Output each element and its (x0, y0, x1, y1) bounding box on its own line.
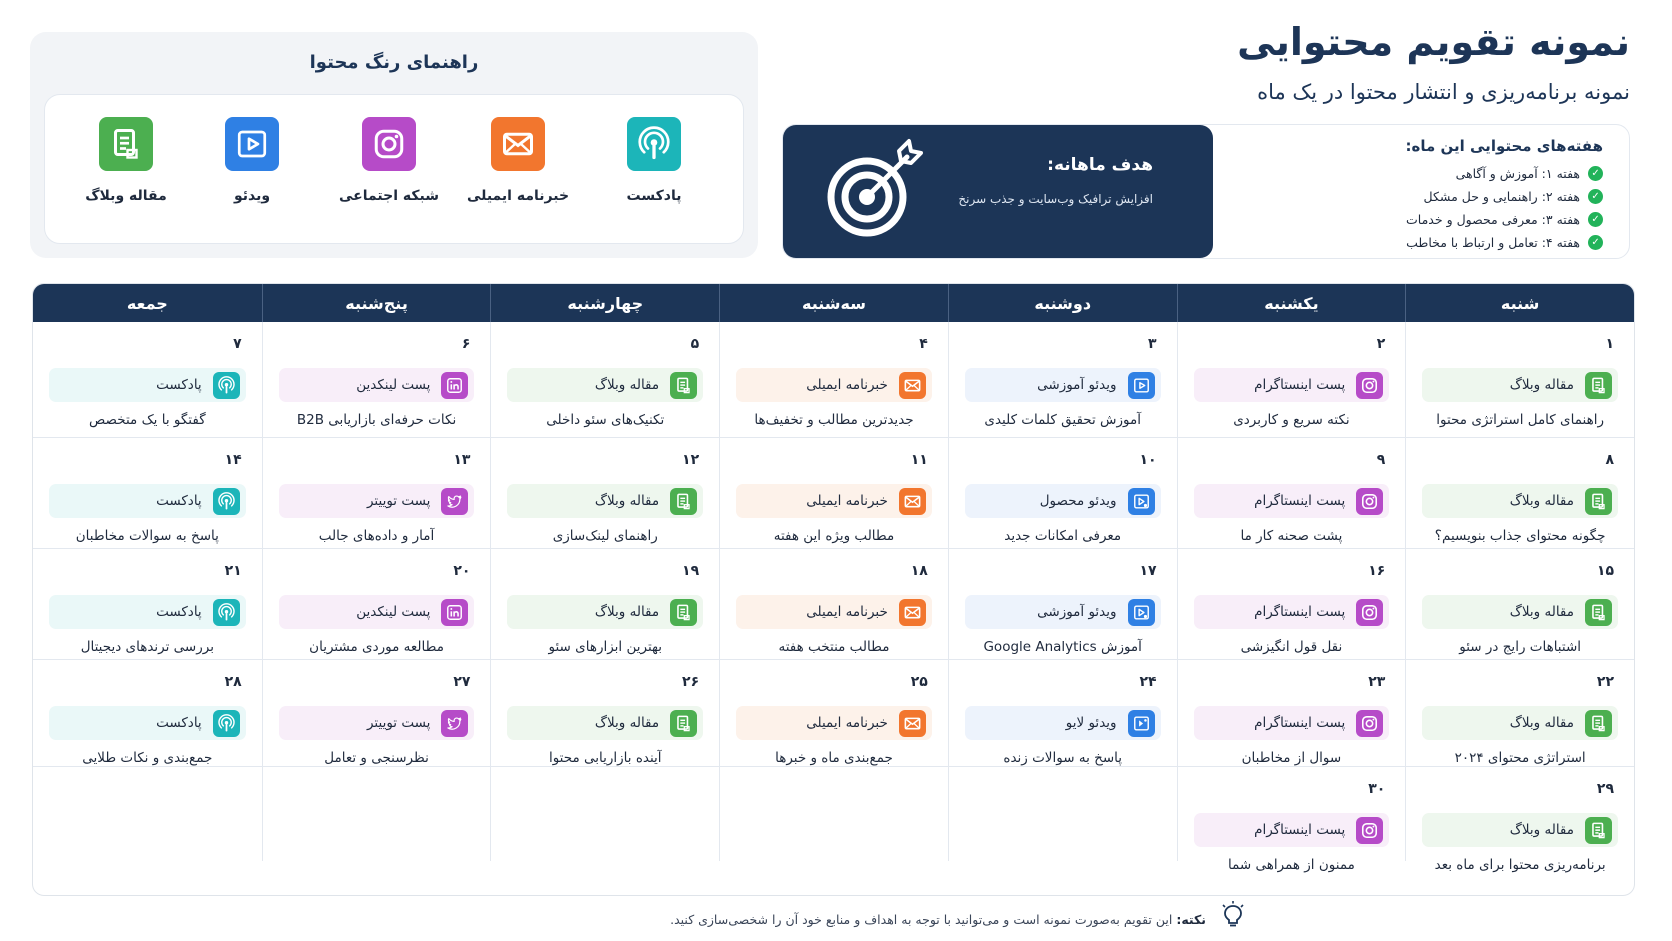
content-type-label: خبرنامه ایمیلی (806, 493, 888, 509)
twitter-icon (441, 488, 468, 515)
content-description: جمع‌بندی ماه و خبرها (775, 750, 893, 766)
monthly-goal-section (782, 124, 1630, 259)
content-type-tag[interactable] (279, 706, 475, 740)
content-type-tag[interactable] (1422, 706, 1618, 740)
goal-title: هدف ماهانه: (1047, 155, 1153, 175)
day-number: ۵ (690, 336, 700, 352)
content-type-label: خبرنامه ایمیلی (806, 715, 888, 731)
day-number: ۲ (1376, 336, 1386, 352)
day-name: دوشنبه (948, 284, 1177, 322)
content-type-tag[interactable] (965, 595, 1161, 629)
day-number: ۸ (1605, 452, 1614, 468)
content-type-label: پادکست (156, 493, 202, 509)
day-number: ۱۷ (1139, 563, 1157, 579)
week-label: هفته ۴: تعامل و ارتباط با مخاطب (1406, 235, 1580, 250)
content-type-tag[interactable] (279, 595, 475, 629)
content-type-tag[interactable] (507, 595, 703, 629)
content-type-tag[interactable] (736, 484, 932, 518)
content-type-tag[interactable] (736, 706, 932, 740)
content-type-label: مقاله وبلاگ (1509, 493, 1574, 509)
blog-icon (99, 117, 153, 171)
instagram-icon (1356, 372, 1383, 399)
footer-note-text: این تقویم به‌صورت نمونه است و می‌توانید با توجه به اهداف و منابع خود آن را شخصی‌سازی کنید. (670, 912, 1173, 927)
email-icon (899, 599, 926, 626)
content-type-tag[interactable] (965, 484, 1161, 518)
check-icon: ✓ (1588, 212, 1603, 227)
weeks-title: هفته‌های محتوایی این ماه: (1405, 137, 1603, 155)
content-description: اشتباهات رایج در سئو (1459, 639, 1582, 655)
content-type-label: پست اینستاگرام (1254, 604, 1346, 620)
content-type-label: مقاله وبلاگ (594, 715, 660, 731)
blog-icon (1585, 817, 1612, 844)
content-type-tag[interactable] (507, 484, 703, 518)
content-description: نکته سریع و کاربردی (1233, 412, 1350, 428)
content-type-tag[interactable] (1194, 484, 1390, 518)
day-number: ۲۱ (224, 563, 242, 579)
calendar-day-cell[interactable] (33, 549, 262, 659)
content-description: معرفی امکانات جدید (1004, 528, 1122, 544)
legend-title: راهنمای رنگ محتوا (309, 52, 479, 73)
content-type-tag[interactable] (1194, 706, 1390, 740)
day-number: ۱۶ (1368, 563, 1386, 579)
calendar-day-cell[interactable] (1177, 549, 1406, 659)
day-number: ۲۶ (682, 674, 700, 690)
content-type-label: مقاله وبلاگ (1509, 604, 1574, 620)
content-type-label: ویدئو آموزشی (1037, 604, 1117, 620)
video-product-icon (1128, 599, 1155, 626)
day-number: ۲۷ (453, 674, 471, 690)
content-description: تکنیک‌های سئو داخلی (546, 412, 665, 428)
calendar-day-cell[interactable] (1177, 660, 1406, 766)
target-icon (821, 137, 927, 243)
goal-box (783, 125, 1213, 258)
content-type-label: پادکست (156, 715, 202, 731)
content-type-label: خبرنامه ایمیلی (806, 604, 888, 620)
check-icon: ✓ (1588, 166, 1603, 181)
content-type-tag[interactable] (736, 368, 932, 402)
calendar-empty-cell (33, 767, 262, 861)
day-number: ۶ (461, 336, 471, 352)
content-description: استراتژی محتوای ۲۰۲۴ (1454, 750, 1586, 766)
content-type-label: مقاله وبلاگ (1509, 377, 1574, 393)
day-number: ۳ (1148, 336, 1157, 352)
content-description: نقل قول انگیزشی (1240, 639, 1343, 655)
content-type-label: ویدئو لایو (1065, 715, 1117, 731)
email-icon (899, 488, 926, 515)
day-number: ۲۵ (910, 674, 928, 690)
calendar-day-cell[interactable] (1405, 549, 1634, 659)
content-type-label: پست اینستاگرام (1254, 493, 1346, 509)
day-number: ۲۲ (1596, 674, 1614, 690)
day-number: ۱ (1605, 336, 1614, 352)
day-name: یکشنبه (1177, 284, 1406, 322)
content-type-label: مقاله وبلاگ (1509, 715, 1574, 731)
day-number: ۳۰ (1368, 781, 1386, 797)
calendar-day-cell[interactable] (1177, 767, 1406, 873)
calendar-day-cell[interactable] (1405, 438, 1634, 548)
day-number: ۴ (919, 336, 928, 352)
blog-icon (1585, 488, 1612, 515)
content-calendar (32, 283, 1635, 896)
linkedin-icon (441, 599, 468, 626)
content-type-label: ویدئو محصول (1039, 493, 1117, 509)
day-number: ۷ (233, 336, 242, 352)
calendar-day-cell[interactable] (948, 322, 1177, 437)
content-description: پاسخ به سوالات مخاطبان (75, 528, 219, 544)
content-type-tag[interactable] (1194, 813, 1390, 847)
calendar-day-cell[interactable] (262, 322, 491, 437)
content-type-label: پادکست (156, 604, 202, 620)
week-item (1223, 185, 1603, 208)
week-label: هفته ۲: راهنمایی و حل مشکل (1423, 189, 1580, 204)
calendar-day-cell[interactable] (1177, 322, 1406, 437)
calendar-empty-cell (719, 767, 948, 861)
legend-label: مقاله وبلاگ (85, 188, 167, 204)
content-description: بهترین ابزارهای سئو (548, 639, 663, 655)
blog-icon (670, 599, 697, 626)
check-icon: ✓ (1588, 189, 1603, 204)
calendar-day-cell[interactable] (262, 438, 491, 548)
content-type-label: پست اینستاگرام (1254, 377, 1346, 393)
day-number: ۱۱ (910, 452, 928, 468)
day-name: چهارشنبه (490, 284, 719, 322)
day-number: ۲۰ (453, 563, 471, 579)
day-number: ۲۸ (224, 674, 242, 690)
podcast-icon (213, 599, 240, 626)
calendar-day-cell[interactable] (490, 549, 719, 659)
day-number: ۱۸ (910, 563, 928, 579)
podcast-icon (213, 488, 240, 515)
calendar-day-cell[interactable] (1405, 767, 1634, 873)
calendar-day-cell[interactable] (719, 549, 948, 659)
calendar-week-row (33, 548, 1634, 659)
footer-note (670, 912, 1206, 927)
calendar-day-cell[interactable] (490, 438, 719, 548)
content-type-label: پادکست (156, 377, 202, 393)
twitter-icon (441, 710, 468, 737)
video-live-icon (1128, 710, 1155, 737)
content-type-label: پست اینستاگرام (1254, 715, 1346, 731)
content-type-label: پست اینستاگرام (1254, 822, 1346, 838)
legend-item (589, 117, 719, 204)
content-description: آموزش تحقیق کلمات کلیدی (984, 412, 1141, 428)
legend-card (44, 94, 744, 244)
content-weeks-list (1211, 125, 1629, 258)
blog-icon (1585, 599, 1612, 626)
page-title: نمونه تقویم محتوایی (1237, 20, 1630, 64)
calendar-empty-cell (948, 767, 1177, 861)
legend-item (324, 117, 454, 204)
calendar-day-cell[interactable] (262, 660, 491, 766)
content-description: آینده بازاریابی محتوا (548, 750, 662, 766)
content-description: مطالعه موردی مشتریان (309, 639, 444, 655)
content-type-tag[interactable] (49, 368, 246, 402)
blog-icon (1585, 710, 1612, 737)
calendar-day-cell[interactable] (1405, 322, 1634, 437)
calendar-week-row (33, 659, 1634, 766)
goal-description: افزایش ترافیک وب‌سایت و جذب سرنخ (958, 192, 1153, 206)
check-icon: ✓ (1588, 235, 1603, 250)
content-type-tag[interactable] (49, 706, 246, 740)
content-description: مطالب منتخب هفته (778, 639, 890, 655)
calendar-day-cell[interactable] (1177, 438, 1406, 548)
content-description: آموزش Google Analytics (983, 639, 1142, 655)
calendar-day-cell[interactable] (33, 322, 262, 437)
calendar-day-cell[interactable] (719, 322, 948, 437)
day-number: ۹ (1376, 452, 1386, 468)
legend-item (187, 117, 317, 204)
video-product-icon (1128, 488, 1155, 515)
day-name: شنبه (1405, 284, 1634, 322)
video-icon (1128, 372, 1155, 399)
blog-icon (1585, 372, 1612, 399)
instagram-icon (1356, 488, 1383, 515)
legend-label: ویدئو (233, 188, 271, 204)
content-description: نظرسنجی و تعامل (324, 750, 429, 766)
email-icon (899, 372, 926, 399)
instagram-icon (362, 117, 416, 171)
content-type-tag[interactable] (507, 368, 703, 402)
video-icon (225, 117, 279, 171)
calendar-day-cell[interactable] (490, 660, 719, 766)
lightbulb-icon (1220, 900, 1246, 930)
day-number: ۱۴ (224, 452, 242, 468)
calendar-day-cell[interactable] (719, 438, 948, 548)
blog-icon (670, 488, 697, 515)
calendar-empty-cell (262, 767, 491, 861)
content-description: مطالب ویژه این هفته (773, 528, 895, 544)
content-type-tag[interactable] (965, 706, 1161, 740)
content-description: سوال از مخاطبان (1241, 750, 1342, 766)
day-number: ۱۳ (453, 452, 471, 468)
day-number: ۲۹ (1596, 781, 1614, 797)
legend-label: خبرنامه ایمیلی (466, 188, 570, 204)
calendar-day-cell[interactable] (33, 438, 262, 548)
content-description: راهنمای لینک‌سازی (552, 528, 658, 544)
content-description: جمع‌بندی و نکات طلایی (82, 750, 213, 766)
legend-label: شبکه اجتماعی (339, 188, 439, 204)
content-type-tag[interactable] (49, 484, 246, 518)
content-type-label: مقاله وبلاگ (594, 493, 660, 509)
content-type-tag[interactable] (507, 706, 703, 740)
week-label: هفته ۱: آموزش و آگاهی (1455, 166, 1580, 181)
content-type-label: مقاله وبلاگ (594, 604, 660, 620)
day-number: ۱۹ (682, 563, 700, 579)
week-item (1223, 231, 1603, 254)
content-type-tag[interactable] (1194, 595, 1390, 629)
content-type-tag[interactable] (1422, 595, 1618, 629)
calendar-week-row (33, 437, 1634, 548)
calendar-week-row (33, 322, 1634, 437)
blog-icon (670, 710, 697, 737)
week-label: هفته ۳: معرفی محصول و خدمات (1406, 212, 1580, 227)
calendar-day-cell[interactable] (490, 322, 719, 437)
day-name: پنج‌شنبه (262, 284, 491, 322)
day-number: ۱۰ (1139, 452, 1157, 468)
content-type-tag[interactable] (1422, 368, 1618, 402)
content-description: گفتگو با یک متخصص (89, 412, 206, 428)
content-description: راهنمای کامل استراتژی محتوا (1436, 412, 1604, 428)
content-type-label: پست توییتر (366, 715, 431, 731)
linkedin-icon (441, 372, 468, 399)
calendar-body (33, 322, 1634, 873)
podcast-icon (213, 710, 240, 737)
content-type-tag[interactable] (279, 368, 475, 402)
email-icon (491, 117, 545, 171)
content-type-tag[interactable] (1194, 368, 1390, 402)
instagram-icon (1356, 817, 1383, 844)
content-type-label: پست توییتر (366, 493, 431, 509)
content-description: چگونه محتوای جذاب بنویسیم؟ (1434, 528, 1606, 544)
day-number: ۲۳ (1368, 674, 1386, 690)
week-item (1223, 162, 1603, 185)
calendar-day-cell[interactable] (1405, 660, 1634, 766)
content-description: پشت صحنه کار ما (1240, 528, 1343, 544)
calendar-day-cell[interactable] (262, 549, 491, 659)
footer-note-label: نکته: (1176, 912, 1206, 927)
day-name: سه‌شنبه (719, 284, 948, 322)
email-icon (899, 710, 926, 737)
day-name: جمعه (126, 293, 168, 313)
content-description: نکات حرفه‌ای بازاریابی B2B (296, 412, 457, 428)
content-type-label: پست لینکدین (356, 604, 431, 620)
podcast-icon (213, 372, 240, 399)
legend-item (453, 117, 583, 204)
calendar-week-row (33, 766, 1634, 873)
day-number: ۱۵ (1596, 563, 1614, 579)
instagram-icon (1356, 710, 1383, 737)
calendar-day-cell[interactable] (33, 660, 262, 766)
day-number: ۲۴ (1139, 674, 1157, 690)
content-type-tag[interactable] (1422, 484, 1618, 518)
content-type-tag[interactable] (279, 484, 475, 518)
calendar-day-cell[interactable] (948, 549, 1177, 659)
content-type-tag[interactable] (49, 595, 246, 629)
color-legend-panel (30, 32, 758, 258)
calendar-day-cell[interactable] (948, 660, 1177, 766)
content-type-tag[interactable] (965, 368, 1161, 402)
calendar-day-cell[interactable] (948, 438, 1177, 548)
content-description: پاسخ به سوالات زنده (1003, 750, 1123, 766)
content-description: بررسی ترندهای دیجیتال (80, 639, 214, 655)
legend-label: پادکست (626, 188, 682, 204)
page-subtitle: نمونه برنامه‌ریزی و انتشار محتوا در یک ماه (1257, 80, 1630, 104)
content-type-label: مقاله وبلاگ (1509, 822, 1574, 838)
content-description: آمار و داده‌های جالب (318, 528, 435, 544)
legend-item (61, 117, 191, 204)
content-description: برنامه‌ریزی محتوا برای ماه بعد (1434, 857, 1606, 873)
content-type-tag[interactable] (1422, 813, 1618, 847)
content-type-label: ویدئو آموزشی (1037, 377, 1117, 393)
blog-icon (670, 372, 697, 399)
calendar-empty-cell (490, 767, 719, 861)
content-description: ممنون از همراهی شما (1227, 857, 1355, 873)
content-type-tag[interactable] (736, 595, 932, 629)
week-item (1223, 208, 1603, 231)
day-number: ۱۲ (682, 452, 700, 468)
podcast-icon (627, 117, 681, 171)
content-type-label: پست لینکدین (356, 377, 431, 393)
calendar-day-cell[interactable] (719, 660, 948, 766)
content-description: جدیدترین مطالب و تخفیف‌ها (754, 412, 914, 428)
content-type-label: مقاله وبلاگ (594, 377, 660, 393)
instagram-icon (1356, 599, 1383, 626)
calendar-header (33, 284, 1634, 322)
content-type-label: خبرنامه ایمیلی (806, 377, 888, 393)
